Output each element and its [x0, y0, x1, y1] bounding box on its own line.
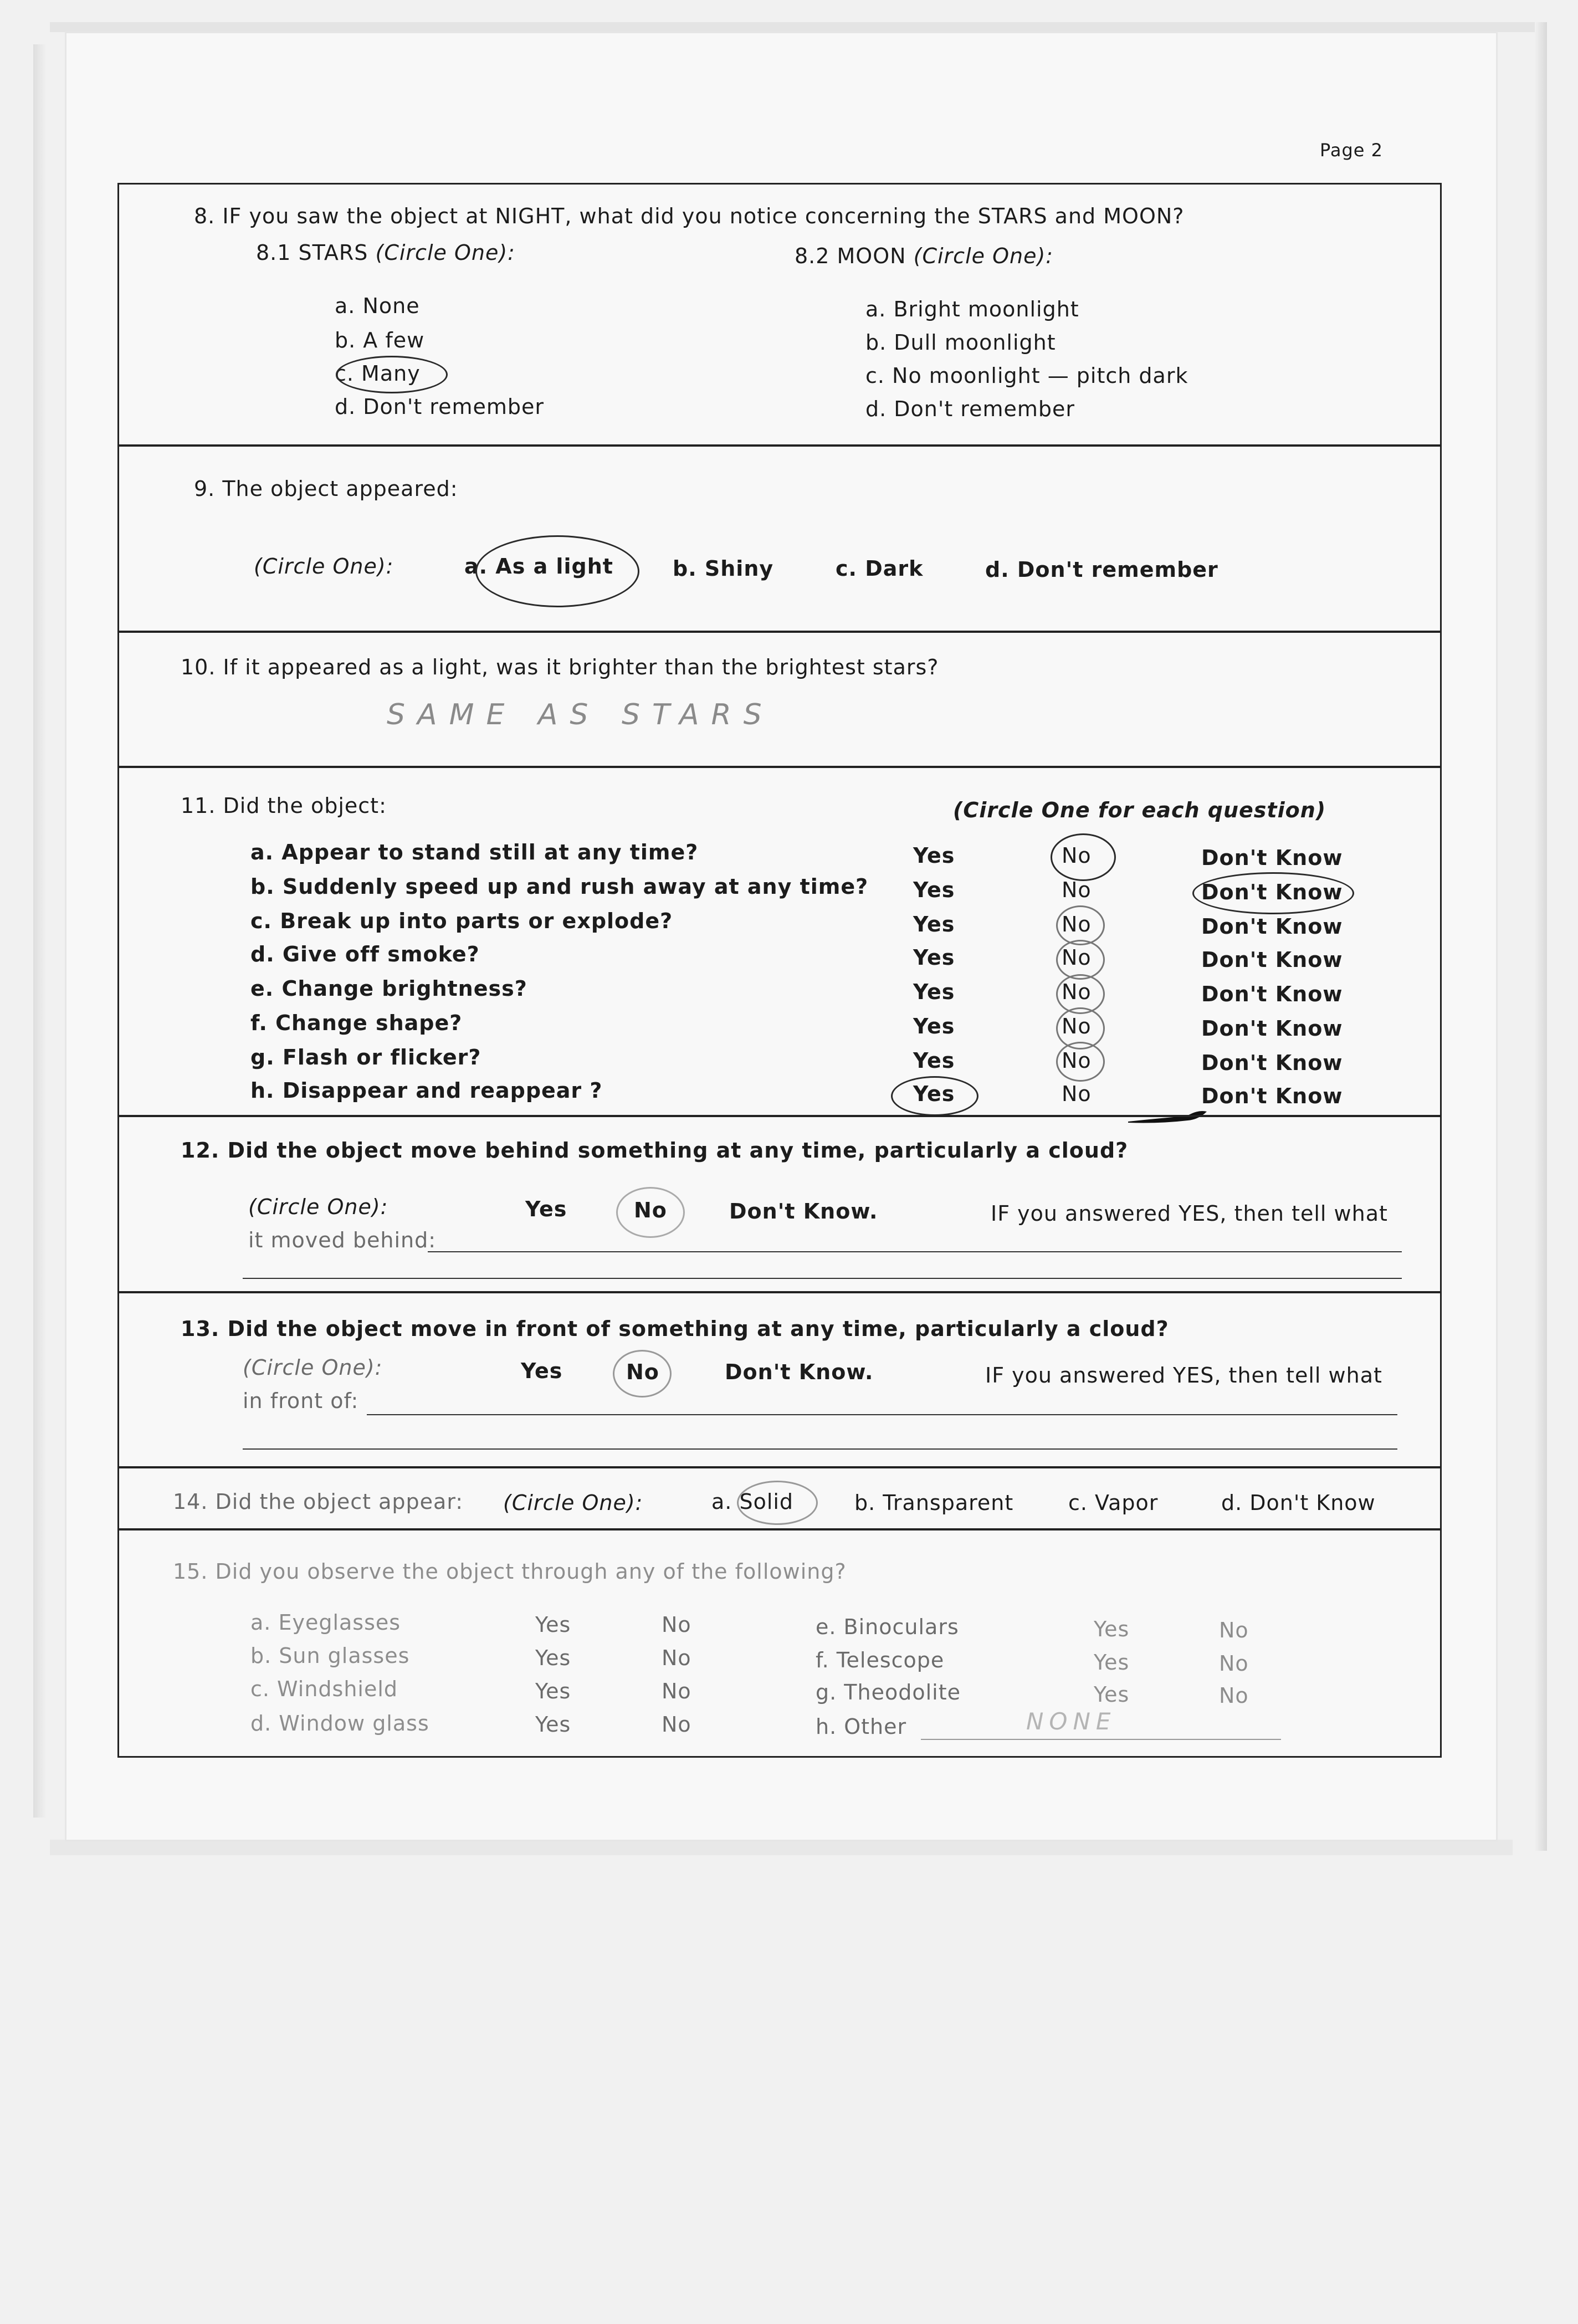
stars-label: 8.1 STARS: [256, 240, 368, 265]
question-11-text: 11. Did the object:: [181, 794, 387, 818]
q11-row-b-yes[interactable]: Yes: [913, 878, 955, 902]
q11-row-f-dontknow[interactable]: Don't Know: [1201, 1016, 1343, 1041]
question-9-text: 9. The object appeared:: [194, 477, 458, 501]
q11-row-g-no[interactable]: No: [1062, 1048, 1092, 1073]
question-10-text: 10. If it appeared as a light, was it brighter than the brightest stars?: [181, 655, 939, 679]
question-11-instruction: (Circle One for each question): [953, 798, 1326, 822]
q11-row-d-no[interactable]: No: [1062, 945, 1092, 970]
q9-option-c[interactable]: c. Dark: [836, 556, 924, 581]
divider-8-9: [117, 444, 1442, 447]
q11-row-h-yes[interactable]: Yes: [913, 1082, 955, 1106]
q11-row-f-label: f. Change shape?: [250, 1011, 463, 1035]
q14-option-a[interactable]: a. Solid: [711, 1489, 794, 1514]
q15-item-f-yes[interactable]: Yes: [1094, 1650, 1130, 1675]
q12-answer-line-1[interactable]: [428, 1251, 1402, 1252]
question-14-circle-instruction: (Circle One):: [503, 1491, 643, 1515]
question-14-text: 14. Did the object appear:: [173, 1489, 464, 1514]
q11-row-g-yes[interactable]: Yes: [913, 1048, 955, 1073]
q15-item-b: b. Sun glasses: [250, 1644, 410, 1668]
moon-circle-instruction: (Circle One):: [913, 244, 1054, 268]
q11-row-c-dontknow[interactable]: Don't Know: [1201, 914, 1343, 939]
q11-row-h-label: h. Disappear and reappear ?: [250, 1078, 603, 1103]
q13-followup-label: in front of:: [243, 1389, 359, 1413]
question-13-text: 13. Did the object move in front of something at any time, particularly a cloud?: [181, 1317, 1169, 1341]
q11-row-b-no[interactable]: No: [1062, 878, 1092, 902]
film-edge-top: [50, 22, 1535, 32]
q11-row-d-dontknow[interactable]: Don't Know: [1201, 948, 1343, 972]
q13-answer-line-1[interactable]: [367, 1414, 1397, 1415]
q15-item-c-yes[interactable]: Yes: [535, 1679, 571, 1703]
q11-row-e-label: e. Change brightness?: [250, 976, 527, 1001]
stars-option-c[interactable]: c. Many: [335, 361, 421, 386]
question-12-circle-instruction: (Circle One):: [248, 1195, 388, 1219]
q11-row-a-label: a. Appear to stand still at any time?: [250, 840, 699, 864]
question-12-text: 12. Did the object move behind something at any time, particularly a cloud?: [181, 1138, 1129, 1163]
stars-circle-instruction: (Circle One):: [375, 240, 515, 265]
moon-option-d[interactable]: d. Don't remember: [865, 397, 1075, 421]
moon-option-a[interactable]: a. Bright moonlight: [865, 297, 1079, 321]
q11-row-h-selection-circle: [891, 1076, 978, 1116]
q11-row-b-selection-circle: [1192, 872, 1354, 914]
q15-item-g-no[interactable]: No: [1219, 1683, 1249, 1708]
film-edge-right: [1535, 22, 1547, 1851]
q9-option-d[interactable]: d. Don't remember: [985, 557, 1218, 582]
q14-option-c[interactable]: c. Vapor: [1068, 1491, 1159, 1515]
q13-option-no[interactable]: No: [626, 1360, 659, 1384]
q11-row-c-label: c. Break up into parts or explode?: [250, 909, 673, 933]
q9-selection-circle: [475, 535, 639, 607]
q11-row-d-label: d. Give off smoke?: [250, 942, 480, 966]
q12-followup-label: it moved behind:: [248, 1228, 437, 1252]
q12-option-dont-know[interactable]: Don't Know.: [729, 1199, 878, 1224]
q14-option-d[interactable]: d. Don't Know: [1221, 1491, 1376, 1515]
q15-item-a-yes[interactable]: Yes: [535, 1613, 571, 1637]
stars-option-a[interactable]: a. None: [335, 294, 420, 318]
q15-item-d-yes[interactable]: Yes: [535, 1712, 571, 1737]
q12-followup-text: IF you answered YES, then tell what: [991, 1201, 1388, 1226]
divider-13-14: [117, 1466, 1442, 1468]
q15-item-g-yes[interactable]: Yes: [1094, 1682, 1130, 1707]
q12-option-yes[interactable]: Yes: [525, 1197, 567, 1221]
q15-other-answer-line[interactable]: [921, 1739, 1281, 1740]
divider-10-11: [117, 766, 1442, 768]
q15-item-d-no[interactable]: No: [662, 1712, 691, 1737]
q11-row-f-no[interactable]: No: [1062, 1014, 1092, 1038]
divider-12-13: [117, 1291, 1442, 1293]
question-13-circle-instruction: (Circle One):: [243, 1355, 383, 1380]
q9-option-a[interactable]: a. As a light: [464, 554, 613, 579]
q15-item-g: g. Theodolite: [816, 1680, 961, 1704]
q9-option-b[interactable]: b. Shiny: [673, 556, 774, 581]
q11-row-g-dontknow[interactable]: Don't Know: [1201, 1051, 1343, 1075]
q15-other-handwritten-answer: NONE: [1026, 1708, 1116, 1735]
film-edge-left: [33, 44, 47, 1818]
q13-followup-text: IF you answered YES, then tell what: [985, 1363, 1382, 1388]
q11-row-g-selection-circle: [1056, 1042, 1105, 1082]
q15-item-b-no[interactable]: No: [662, 1646, 691, 1670]
question-8-text: 8. IF you saw the object at NIGHT, what did you notice concerning the STARS and MOON?: [194, 204, 1185, 228]
q15-item-a: a. Eyeglasses: [250, 1610, 401, 1635]
q15-item-c-no[interactable]: No: [662, 1679, 691, 1703]
stars-option-b[interactable]: b. A few: [335, 328, 425, 352]
q11-row-a-dontknow[interactable]: Don't Know: [1201, 846, 1343, 870]
film-edge-bottom: [50, 1840, 1513, 1855]
q11-row-h-no[interactable]: No: [1062, 1082, 1092, 1106]
q11-row-f-yes[interactable]: Yes: [913, 1014, 955, 1038]
page-number: Page 2: [1320, 140, 1383, 161]
q15-item-h: h. Other: [816, 1714, 907, 1739]
q11-row-c-no[interactable]: No: [1062, 912, 1092, 936]
stars-option-d[interactable]: d. Don't remember: [335, 395, 544, 419]
question-15-text: 15. Did you observe the object through any of the following?: [173, 1559, 847, 1584]
q12-selection-circle: [616, 1187, 685, 1238]
q15-item-f: f. Telescope: [816, 1648, 945, 1672]
divider-9-10: [117, 631, 1442, 633]
q11-row-e-no[interactable]: No: [1062, 980, 1092, 1004]
q13-option-dont-know[interactable]: Don't Know.: [725, 1360, 874, 1384]
q12-option-no[interactable]: No: [634, 1198, 667, 1222]
q11-row-b-dontknow[interactable]: Don't Know: [1201, 880, 1343, 904]
moon-option-c[interactable]: c. No moonlight — pitch dark: [865, 364, 1188, 388]
q13-answer-line-2[interactable]: [243, 1448, 1397, 1450]
q14-selection-circle: [737, 1481, 818, 1525]
stars-heading: [256, 240, 515, 265]
q11-row-e-dontknow[interactable]: Don't Know: [1201, 982, 1343, 1006]
question-9-circle-instruction: (Circle One):: [254, 554, 394, 579]
q11-row-a-no[interactable]: No: [1062, 843, 1092, 868]
q11-row-a-selection-circle: [1051, 833, 1116, 881]
q11-row-c-yes[interactable]: Yes: [913, 912, 955, 936]
q15-item-a-no[interactable]: No: [662, 1613, 691, 1637]
moon-label: 8.2 MOON: [795, 244, 906, 268]
stars-selection-circle: [336, 356, 448, 393]
divider-11-12: [117, 1115, 1442, 1117]
q14-option-b[interactable]: b. Transparent: [854, 1491, 1014, 1515]
q11-row-d-yes[interactable]: Yes: [913, 945, 955, 970]
q11-row-b-label: b. Suddenly speed up and rush away at any time?: [250, 874, 869, 899]
q15-item-f-no[interactable]: No: [1219, 1651, 1249, 1676]
q15-item-e: e. Binoculars: [816, 1615, 959, 1639]
q15-item-e-yes[interactable]: Yes: [1094, 1617, 1130, 1641]
q11-row-h-dontknow[interactable]: Don't Know: [1201, 1084, 1343, 1108]
q13-option-yes[interactable]: Yes: [521, 1359, 563, 1383]
moon-option-b[interactable]: b. Dull moonlight: [865, 330, 1056, 355]
divider-14-15: [117, 1528, 1442, 1530]
questionnaire-form: [117, 183, 1442, 1757]
q15-item-d: d. Window glass: [250, 1711, 429, 1736]
moon-heading: [795, 244, 1053, 268]
q11-row-a-yes[interactable]: Yes: [913, 843, 955, 868]
q10-handwritten-answer: SAME AS STARS: [387, 698, 774, 731]
q11-row-e-yes[interactable]: Yes: [913, 980, 955, 1004]
q15-item-c: c. Windshield: [250, 1677, 398, 1701]
q11-row-g-label: g. Flash or flicker?: [250, 1045, 481, 1069]
q15-item-e-no[interactable]: No: [1219, 1618, 1249, 1642]
q15-item-b-yes[interactable]: Yes: [535, 1646, 571, 1670]
q13-selection-circle: [613, 1350, 672, 1398]
q12-answer-line-2[interactable]: [243, 1278, 1402, 1279]
